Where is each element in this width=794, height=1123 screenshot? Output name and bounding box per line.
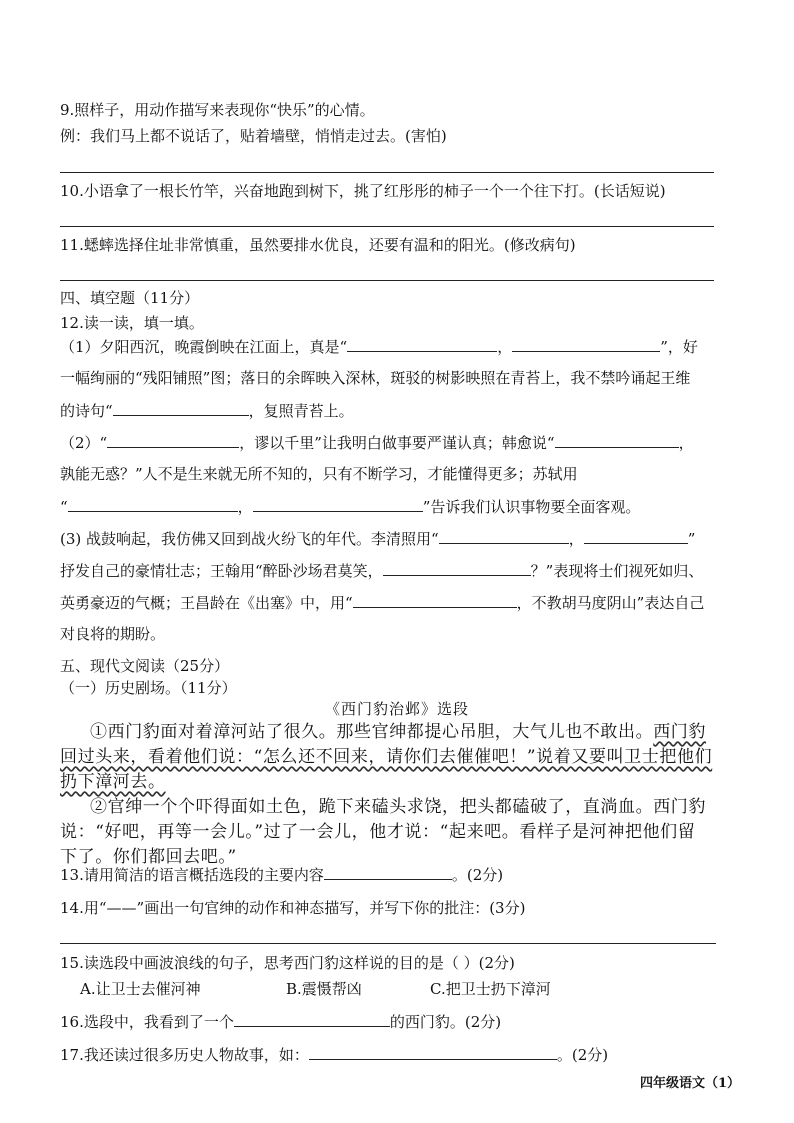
blank[interactable] (309, 1044, 557, 1060)
text: ， (497, 338, 513, 356)
text: 。(2分) (556, 1046, 609, 1064)
passage-para2-line1: ②官绅一个个吓得面如土色，跪下来磕头求饶，把头都磕破了，直淌血。西门豹 (90, 797, 706, 817)
blank[interactable] (383, 560, 531, 576)
q12-part2-line2: 孰能无惑？”人不是生来就无所不知的，只有不断学习，才能懂得更多；苏轼用 (60, 465, 578, 483)
q12-part1-line1 (60, 336, 698, 357)
q10-question: 10.小语拿了一根长竹竿，兴奋地跑到树下，挑了红彤彤的柿子一个一个往下打。(长话短说) (60, 182, 666, 200)
blank[interactable] (68, 496, 238, 512)
q12-part1-line2: 一幅绚丽的“残阳铺照”图；落日的余晖映入深林，斑驳的树影映照在青苔上，我不禁吟诵起王维 (60, 369, 691, 387)
text: ，复照青苔上。 (248, 402, 354, 420)
text: （2）“ (60, 434, 108, 452)
q12-part2-line3 (60, 496, 640, 517)
text: 16.选段中，我看到了一个 (60, 1013, 234, 1031)
blank[interactable] (234, 1011, 390, 1027)
q14: 14.用“——”画出一句官绅的动作和神态描写，并写下你的批注：(3分) (60, 899, 526, 917)
q12-part1-line3 (60, 400, 354, 421)
q15-option-a[interactable]: A.让卫士去催河神 (80, 980, 201, 998)
q12-part3-line3 (60, 592, 704, 613)
text: ” (687, 530, 696, 548)
blank[interactable] (584, 528, 688, 544)
passage-para2-line3: 下了。你们都回去吧。” (60, 847, 237, 867)
text: ①西门豹面对着漳河站了很久。那些官绅都提心吊胆，大气儿也不敢出。 (90, 722, 654, 742)
q12-part3-line2 (60, 560, 703, 581)
q15-option-c[interactable]: C.把卫士扔下漳河 (430, 980, 551, 998)
text: ， (678, 434, 694, 452)
wavy-text: 西门豹 (653, 722, 707, 742)
passage-para1-line1 (90, 721, 706, 743)
q9-question: 9.照样子，用动作描写来表现你“快乐”的心情。 (60, 101, 375, 119)
q14-answer-line[interactable] (60, 943, 716, 944)
text: 的诗句“ (60, 402, 113, 420)
q11-question: 11.蟋蟀选择住址非常慎重，虽然要排水优良，还要有温和的阳光。(修改病句) (60, 236, 576, 254)
text: ， (237, 498, 253, 516)
q12-part2-line1 (60, 432, 694, 453)
q9-example: 例：我们马上都不说话了，贴着墙壁，悄悄走过去。(害怕) (60, 127, 447, 145)
section5-sub1: （一）历史剧场。（11分） (60, 679, 237, 697)
q12-part3-line4: 对良将的期盼。 (60, 625, 166, 643)
blank[interactable] (439, 528, 569, 544)
text: ， (568, 530, 584, 548)
section5-title: 五、现代文阅读（25分） (60, 657, 230, 675)
blank[interactable] (347, 336, 497, 352)
text: “ (60, 498, 68, 516)
text: ，不教胡马度阴山”表达自己 (516, 594, 705, 612)
q16 (60, 1011, 501, 1032)
blank[interactable] (555, 432, 679, 448)
text: 的西门豹。(2分) (389, 1013, 502, 1031)
q17 (60, 1044, 608, 1065)
blank[interactable] (512, 336, 660, 352)
blank[interactable] (107, 432, 239, 448)
q10-answer-line[interactable] (60, 226, 714, 227)
text: ”告诉我们认识事物要全面客观。 (422, 498, 641, 516)
blank[interactable] (113, 400, 249, 416)
text: (3) 战鼓响起，我仿佛又回到战火纷飞的年代。李清照用“ (60, 530, 439, 548)
passage-title: 《西门豹治邺》选段 (324, 700, 469, 718)
blank[interactable] (253, 496, 423, 512)
text: ，谬以千里”让我明白做事要严谨认真；韩愈说“ (239, 434, 555, 452)
text: 13.请用简洁的语言概括选段的主要内容 (60, 866, 324, 884)
passage-para1-line2: 回过头来，看着他们说：“怎么还不回来，请你们去催催吧！”说着又要叫卫士把他们 (60, 747, 713, 767)
section4-title: 四、填空题（11分） (60, 289, 200, 307)
text: ”，好 (660, 338, 698, 356)
blank[interactable] (353, 592, 517, 608)
q11-answer-line[interactable] (60, 280, 714, 281)
text: （1）夕阳西沉，晚霞倒映在江面上，真是“ (60, 338, 348, 356)
q9-answer-line[interactable] (60, 172, 714, 173)
passage-para2-line2: 说：“好吧，再等一会儿。”过了一会儿，他才说：“起来吧。看样子是河神把他们留 (60, 822, 696, 842)
text: 17.我还读过很多历史人物故事，如： (60, 1046, 309, 1064)
blank[interactable] (324, 864, 452, 880)
passage-para1-line3: 扔下漳河去。 (60, 772, 166, 792)
q12-part3-line1 (60, 528, 695, 549)
q12-title: 12.读一读，填一填。 (60, 314, 204, 332)
text: 英勇豪迈的气概；王昌龄在《出塞》中，用“ (60, 594, 353, 612)
text: 抒发自己的豪情壮志；王翰用“醉卧沙场君莫笑， (60, 562, 383, 580)
footer-label: 四年级语文（1） (640, 1076, 741, 1091)
q15: 15.读选段中画波浪线的句子，思考西门豹这样说的目的是（ ）(2分) (60, 954, 515, 972)
q15-option-b[interactable]: B.震慑帮凶 (286, 980, 362, 998)
q13 (60, 864, 503, 885)
text: 。(2分) (451, 866, 504, 884)
text: ？”表现将士们视死如归、 (530, 562, 704, 580)
